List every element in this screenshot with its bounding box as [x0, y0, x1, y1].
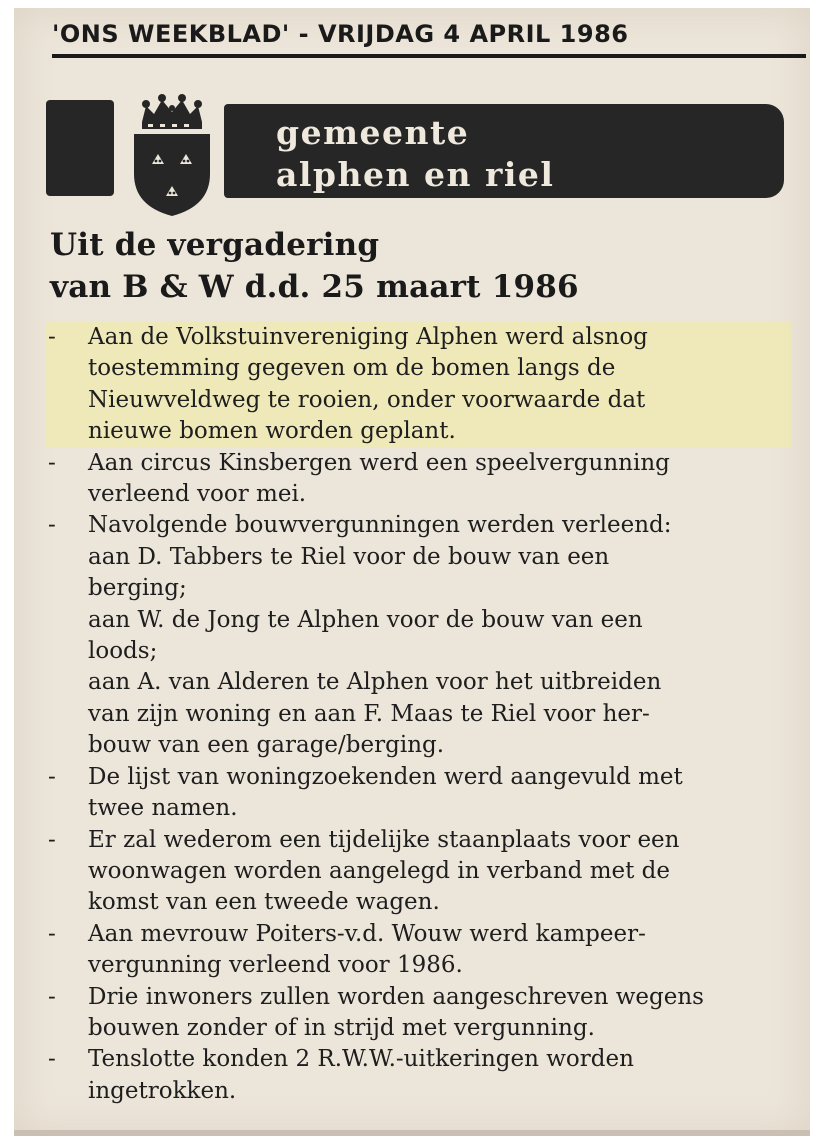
article-title [50, 224, 579, 308]
item-line: ingetrokken. [88, 1077, 237, 1104]
item-line: Nieuwveldweg te rooien, onder voorwaarde dat [88, 386, 646, 413]
item-bullet: - [48, 449, 56, 476]
item-line: aan W. de Jong te Alphen voor de bouw van een [88, 606, 643, 633]
item-line: van zijn woning en aan F. Maas te Riel voor her- [88, 700, 650, 727]
item-line: Er zal wederom een tijdelijke staanplaats voor een [88, 826, 680, 853]
article-item [46, 762, 791, 825]
item-line: De lijst van woningzoekenden werd aangevuld met [88, 763, 683, 790]
item-line: toestemming gegeven om de bomen langs de [88, 355, 616, 382]
item-line: Aan de Volkstuinvereniging Alphen werd alsnog [88, 324, 648, 350]
article-item [46, 982, 791, 1045]
item-line: Tenslotte konden 2 R.W.W.-uitkeringen worden [88, 1046, 634, 1073]
newspaper-header: 'ONS WEEKBLAD' - VRIJDAG 4 APRIL 1986 [52, 20, 629, 48]
item-line: Drie inwoners zullen worden aangeschreven wegens [88, 983, 704, 1010]
item-line: nieuwe bomen worden geplant. [88, 418, 456, 445]
item-bullet: - [48, 983, 56, 1010]
item-bullet: - [48, 324, 56, 350]
article-title-line-1: Uit de vergadering [50, 227, 380, 263]
item-line: bouw van een garage/berging. [88, 732, 445, 759]
item-line: bouwen zonder of in strijd met vergunning. [88, 1014, 595, 1041]
item-line: aan D. Tabbers te Riel voor de bouw van een [88, 543, 610, 570]
article-item [46, 1044, 791, 1107]
item-line: aan A. van Alderen te Alphen voor het uitbreiden [88, 669, 662, 696]
item-line: komst van een tweede wagen. [88, 889, 440, 916]
article-item [46, 510, 791, 761]
article-item [46, 919, 791, 982]
item-bullet: - [48, 512, 56, 539]
banner-line-2: alphen en riel [276, 155, 555, 194]
item-line: woonwagen worden aangelegd in verband met de [88, 857, 671, 884]
article-title-line-2: van B & W d.d. 25 maart 1986 [50, 269, 579, 305]
item-line: Navolgende bouwvergunningen werden verleend: [88, 512, 672, 539]
item-line: twee namen. [88, 795, 238, 822]
decorative-block [46, 100, 114, 196]
banner-line-1: gemeente [276, 113, 470, 152]
municipality-banner [224, 104, 784, 198]
item-line: Aan mevrouw Poiters-v.d. Wouw werd kampeer- [88, 920, 646, 947]
municipal-coat-of-arms-icon [124, 88, 220, 218]
article-item [46, 825, 791, 919]
item-line: loods; [88, 638, 158, 665]
item-line: vergunning verleend voor 1986. [88, 952, 463, 979]
item-bullet: - [48, 826, 56, 853]
item-bullet: - [48, 763, 56, 790]
item-line: berging; [88, 575, 187, 602]
article-item [46, 322, 791, 448]
item-bullet: - [48, 1046, 56, 1073]
item-bullet: - [48, 920, 56, 947]
item-line: Aan circus Kinsbergen werd een speelvergunning [88, 449, 670, 476]
article-items [46, 322, 791, 1107]
article-item [46, 448, 791, 511]
item-line: verleend voor mei. [88, 481, 307, 508]
header-rule [52, 54, 806, 58]
